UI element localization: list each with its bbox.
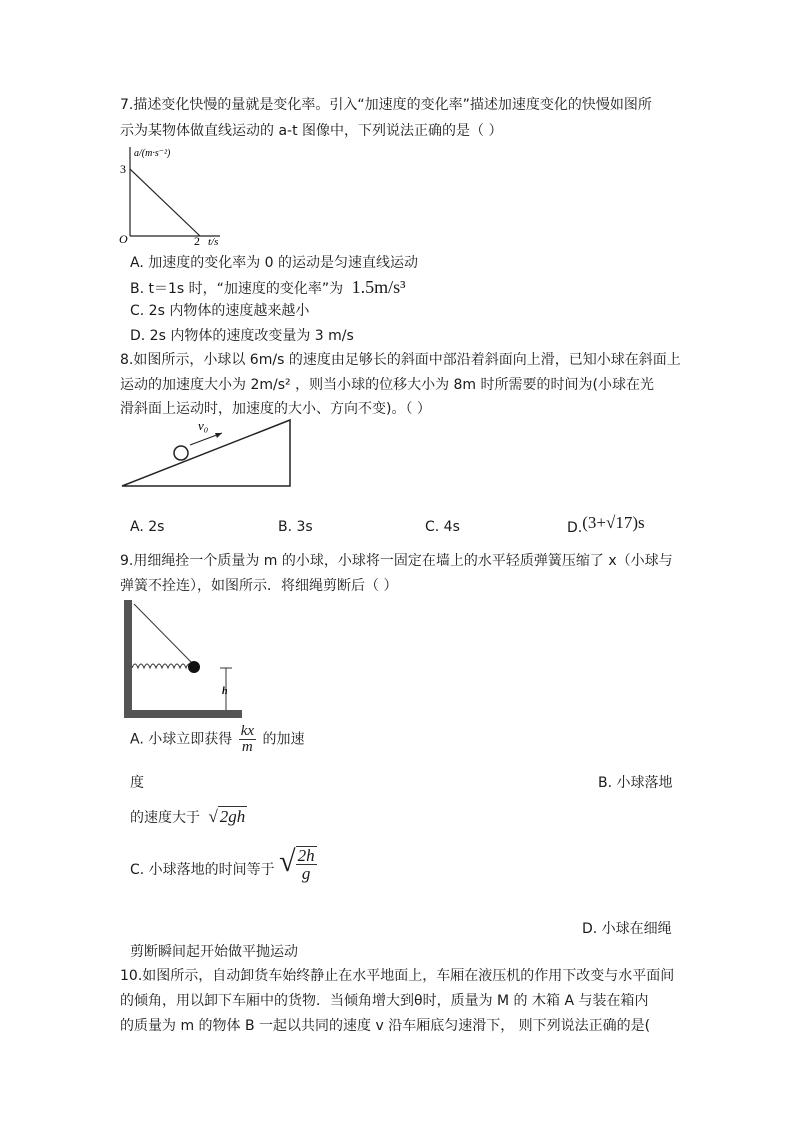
- q9-option-b-cont-text: 的速度大于: [130, 810, 200, 826]
- x-tick-label: 2: [194, 234, 200, 247]
- q7-stem-line1: 7.描述变化快慢的量就是变化率。引入“加速度的变化率”描述加速度变化的快慢如图所: [120, 97, 652, 113]
- q9-option-c-text: C. 小球落地的时间等于: [130, 862, 275, 878]
- q7-option-d: D. 2s 内物体的速度改变量为 3 m/s: [130, 328, 354, 344]
- q8-option-c: C. 4s: [425, 519, 460, 535]
- q7-stem-line2: 示为某物体做直线运动的 a-t 图像中，下列说法正确的是（ ）: [120, 123, 503, 139]
- wall: [124, 600, 132, 718]
- q7-option-b: [130, 276, 406, 300]
- q9-option-d-cont: 剪断瞬间起开始做平抛运动: [130, 944, 298, 960]
- y-axis-label: a/(m·s⁻²): [134, 148, 171, 159]
- q9-option-a-text: A. 小球立即获得: [130, 731, 233, 748]
- q10-stem-line1: 10.如图所示，自动卸货车始终静止在水平地面上，车厢在液压机的作用下改变与水平面间: [120, 968, 675, 984]
- fraction-denominator: g: [301, 864, 311, 883]
- q7-option-a: A. 加速度的变化率为 0 的运动是匀速直线运动: [130, 255, 419, 271]
- q8-incline-figure: [118, 412, 298, 492]
- q9-option-c: [130, 846, 317, 882]
- fraction-numerator: 2h: [297, 846, 315, 865]
- q9-spring-figure: [120, 598, 250, 720]
- q9-option-a-suffix: 的加速: [262, 731, 305, 748]
- q7-option-c: C. 2s 内物体的速度越来越小: [130, 303, 310, 319]
- h-label: h: [222, 686, 228, 697]
- sqrt-radicand: 2gh: [219, 807, 246, 826]
- q8-option-d: [567, 512, 645, 539]
- ball: [174, 446, 188, 460]
- q10-stem-line3: 的质量为 m 的物体 B 一起以共同的速度 v 沿车厢底匀速滑下， 则下列说法正确的是(: [120, 1018, 651, 1034]
- q9-stem-line2: 弹簧不拴连），如图所示．将细绳剪断后（ ）: [120, 578, 398, 594]
- q10-stem-line2: 的倾角，用以卸下车厢中的货物．当倾角增大到θ时，质量为 M 的 木箱 A 与装在箱内: [120, 993, 649, 1009]
- q8-stem-line3: 滑斜面上运动时，加速度的大小、方向不变)。（ ）: [120, 401, 431, 417]
- q8-option-d-label: D.: [567, 520, 583, 536]
- q9-option-c-sqrt: √ $\frac{2h}{g}$: [279, 844, 315, 883]
- q8-stem-line1: 8.如图所示，小球以 6m/s 的速度由足够长的斜面中部沿着斜面向上滑，已知小球在斜面上: [120, 352, 681, 368]
- q9-option-b-sqrt: √ 2gh: [208, 807, 246, 826]
- origin-label: O: [119, 232, 128, 246]
- x-axis-label: t/s: [208, 236, 219, 247]
- q7-at-graph: [112, 142, 242, 247]
- v0-label: v₀: [198, 418, 209, 433]
- y-tick-label: 3: [120, 162, 126, 176]
- spring: [132, 664, 192, 668]
- ball: [188, 661, 200, 673]
- q8-option-d-value: (3+√17)s: [582, 513, 645, 532]
- q7-option-b-value: 1.5m/s³: [351, 277, 406, 297]
- q9-option-a: [130, 724, 304, 755]
- q8-option-b: B. 3s: [278, 519, 313, 535]
- q9-option-b-cont: [130, 806, 247, 829]
- fraction-denominator: m: [241, 739, 253, 755]
- arrow-head: [215, 433, 222, 438]
- q9-option-d: D. 小球在细绳: [582, 921, 672, 937]
- fraction-numerator: kx: [240, 723, 255, 739]
- series-line: [130, 169, 200, 236]
- string: [134, 604, 193, 664]
- q8-option-a: A. 2s: [130, 519, 165, 535]
- q9-option-a-cont: 度: [130, 775, 144, 791]
- q9-stem-line1: 9.用细绳拴一个质量为 m 的小球，小球将一固定在墙上的水平轻质弹簧压缩了 x（小球与: [120, 553, 673, 569]
- q8-stem-line2: 运动的加速度大小为 2m/s² ，则当小球的位移大小为 8m 时所需要的时间为(小球在光: [120, 377, 654, 393]
- floor: [124, 710, 242, 718]
- q9-option-b: B. 小球落地: [598, 775, 673, 791]
- q7-option-b-text: B. t＝1s 时，“加速度的变化率”为: [130, 281, 344, 297]
- q9-option-a-fraction: [239, 724, 256, 755]
